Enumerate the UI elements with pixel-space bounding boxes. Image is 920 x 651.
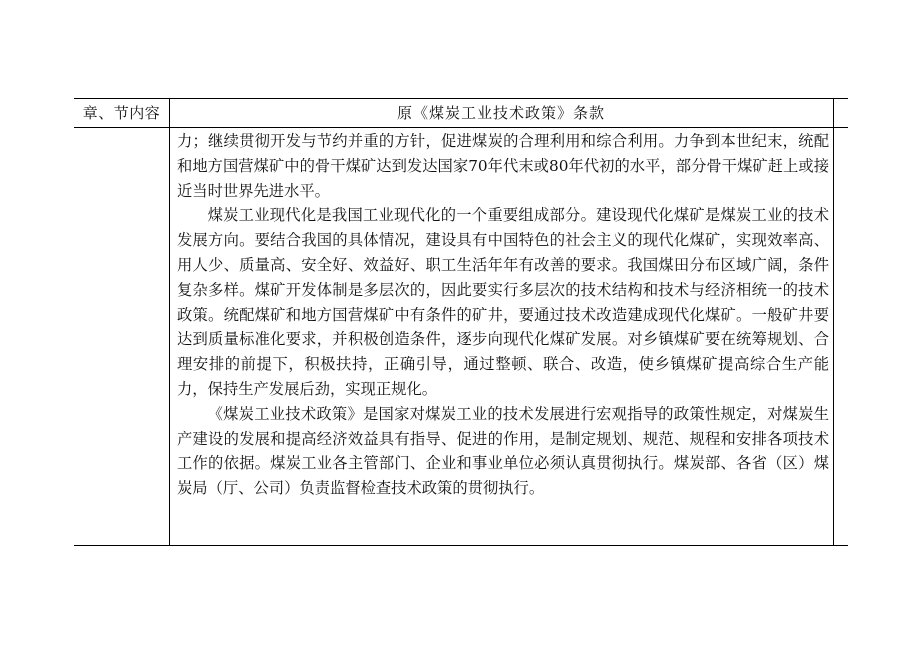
paragraph-1: 力；继续贯彻开发与节约并重的方针，促进煤炭的合理利用和综合利用。力争到本世纪末，统配和地方国营煤矿中的骨干煤矿达到发达国家70年代末或80年代初的水平，部分骨干煤矿赶上或接近当时世界先进水平。 — [177, 132, 829, 200]
clause-text-cell — [177, 129, 829, 501]
column-divider-right — [833, 99, 834, 545]
paragraph-2: 煤炭工业现代化是我国工业现代化的一个重要组成部分。建设现代化煤矿是煤炭工业的技术发展方向。要结合我国的具体情况，建设具有中国特色的社会主义的现代化煤矿，实现效率高、用人少、质量高、安全好、效益好、职工生活年年有改善的要求。我国煤田分布区域广阔，条件复杂多样。煤矿开发体制是多层次的，因此要实行多层次的技术结构和技术与经济相统一的技术政策。统配煤矿和地方国营煤矿中有条件的矿井，要通过技术改造建成现代化煤矿。一般矿井要达到质量标准化要求，并积极创造条件，逐步向现代化煤矿发展。对乡镇煤矿要在统筹规划、合理安排的前提下，积极扶持，正确引导，通过整顿、联合、改造，使乡镇煤矿提高综合生产能力，保持生产发展后劲，实现正规化。 — [177, 206, 829, 398]
policy-table — [74, 98, 848, 546]
paragraph-3: 《煤炭工业技术政策》是国家对煤炭工业的技术发展进行宏观指导的政策性规定，对煤炭生产建设的发展和提高经济效益具有指导、促进的作用，是制定规划、规范、规程和安排各项技术工作的依据。煤炭工业各主管部门、企业和事业单位必须认真贯彻执行。煤炭部、各省（区）煤炭局（厅、公司）负责监督检查技术政策的贯彻执行。 — [177, 404, 829, 498]
header-original-clause: 原《煤炭工业技术政策》条款 — [396, 104, 605, 122]
header-divider — [74, 127, 848, 128]
column-divider-left — [169, 99, 170, 545]
header-chapter-section: 章、节内容 — [82, 104, 161, 122]
